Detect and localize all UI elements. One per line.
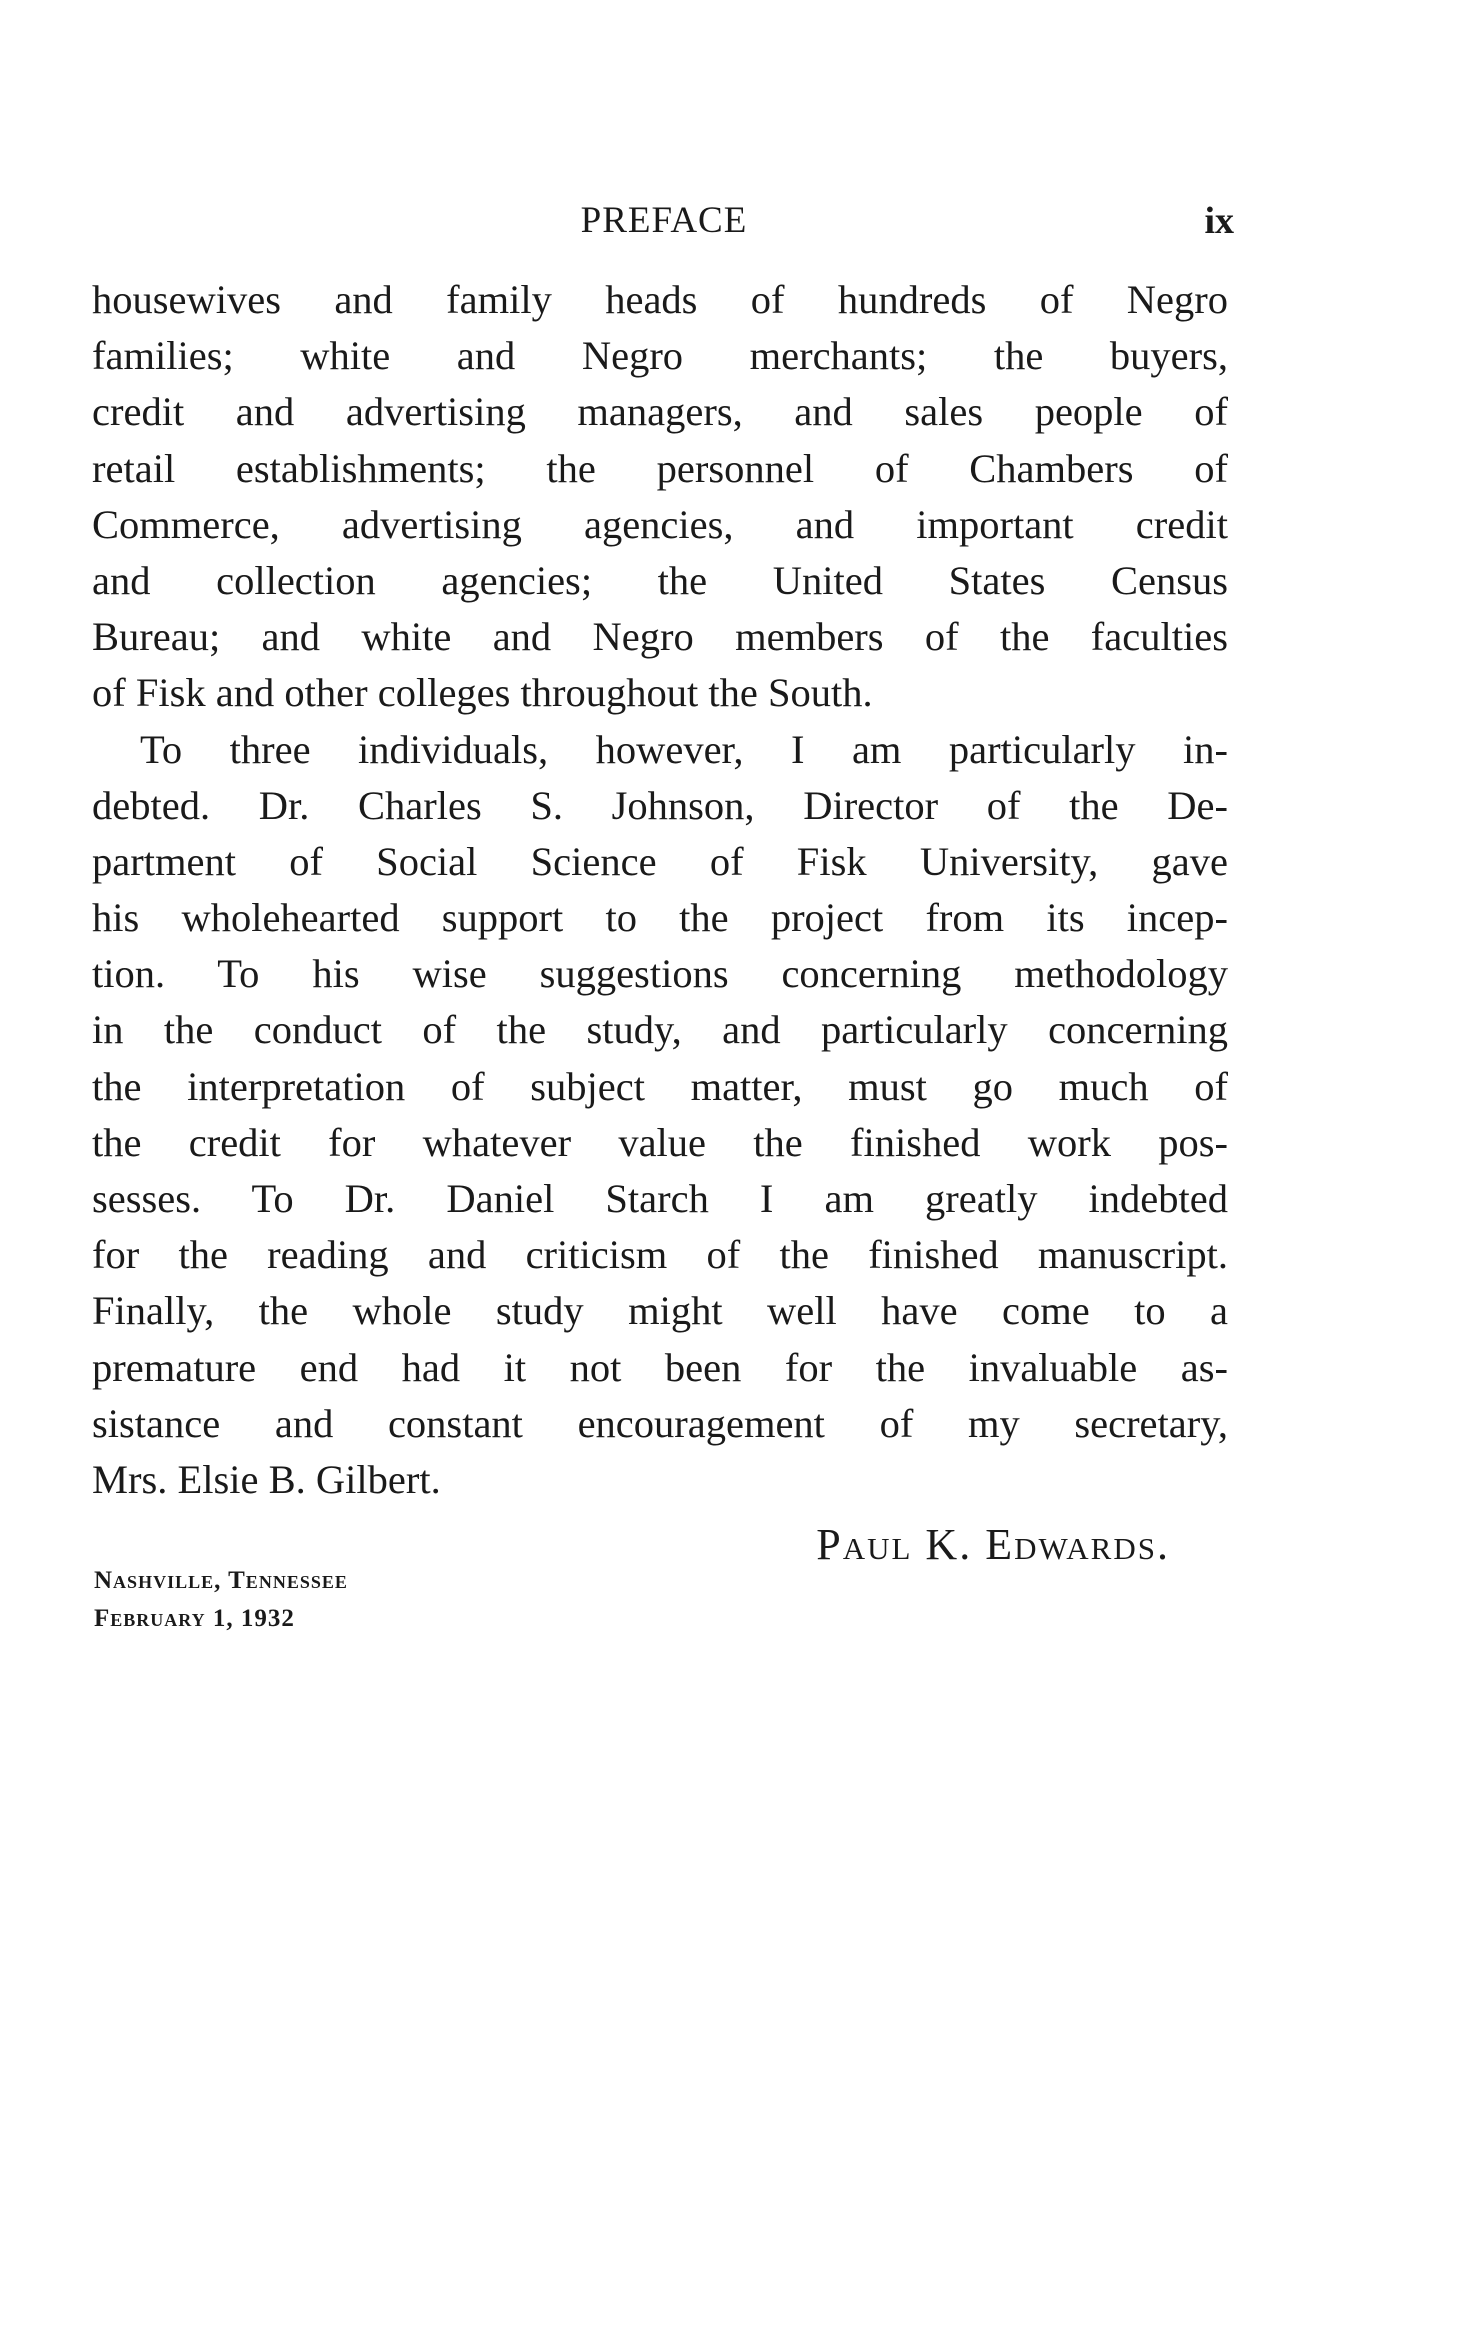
text-line: and collection agencies; the United States Census bbox=[92, 557, 1228, 603]
dateline-place: Nashville, Tennessee bbox=[94, 1567, 348, 1594]
preface-text bbox=[92, 272, 1228, 1508]
author-signature: Paul K. Edwards. bbox=[816, 1520, 1170, 1569]
text-line: Bureau; and white and Negro members of the faculties bbox=[92, 614, 1228, 660]
text-line: credit and advertising managers, and sales people of bbox=[92, 389, 1228, 435]
dateline-date: February 1, 1932 bbox=[94, 1605, 295, 1632]
text-line: of Fisk and other colleges throughout the South. bbox=[92, 670, 873, 716]
text-line: debted. Dr. Charles S. Johnson, Director of the De- bbox=[92, 782, 1228, 828]
text-line: tion. To his wise suggestions concerning methodology bbox=[92, 951, 1228, 997]
text-line: sesses. To Dr. Daniel Starch I am greatly indebted bbox=[92, 1176, 1228, 1221]
text-line: the interpretation of subject matter, must go much of bbox=[92, 1063, 1228, 1109]
page-number: ix bbox=[1204, 200, 1234, 242]
text-line: families; white and Negro merchants; the buyers, bbox=[92, 333, 1228, 379]
running-head bbox=[94, 196, 1234, 246]
text-line: retail establishments; the personnel of Chambers of bbox=[92, 445, 1228, 491]
running-title: PREFACE bbox=[580, 200, 748, 241]
text-line: for the reading and criticism of the finished manuscript. bbox=[92, 1232, 1228, 1278]
text-line: his wholehearted support to the project from its incep- bbox=[92, 895, 1228, 941]
text-line: To three individuals, however, I am particularly in- bbox=[140, 726, 1228, 772]
text-line: sistance and constant encouragement of my secretary, bbox=[92, 1400, 1228, 1446]
text-line: Finally, the whole study might well have come to a bbox=[92, 1288, 1228, 1334]
text-line: premature end had it not been for the invaluable as- bbox=[92, 1344, 1228, 1390]
text-line: in the conduct of the study, and particularly concerning bbox=[92, 1007, 1228, 1053]
text-line: Mrs. Elsie B. Gilbert. bbox=[92, 1456, 441, 1502]
text-line: housewives and family heads of hundreds of Negro bbox=[92, 277, 1228, 322]
text-line: Commerce, advertising agencies, and important credit bbox=[92, 501, 1228, 547]
text-line: the credit for whatever value the finished work pos- bbox=[92, 1119, 1228, 1165]
dateline bbox=[94, 1562, 348, 1638]
text-line: partment of Social Science of Fisk University, gave bbox=[92, 838, 1228, 884]
